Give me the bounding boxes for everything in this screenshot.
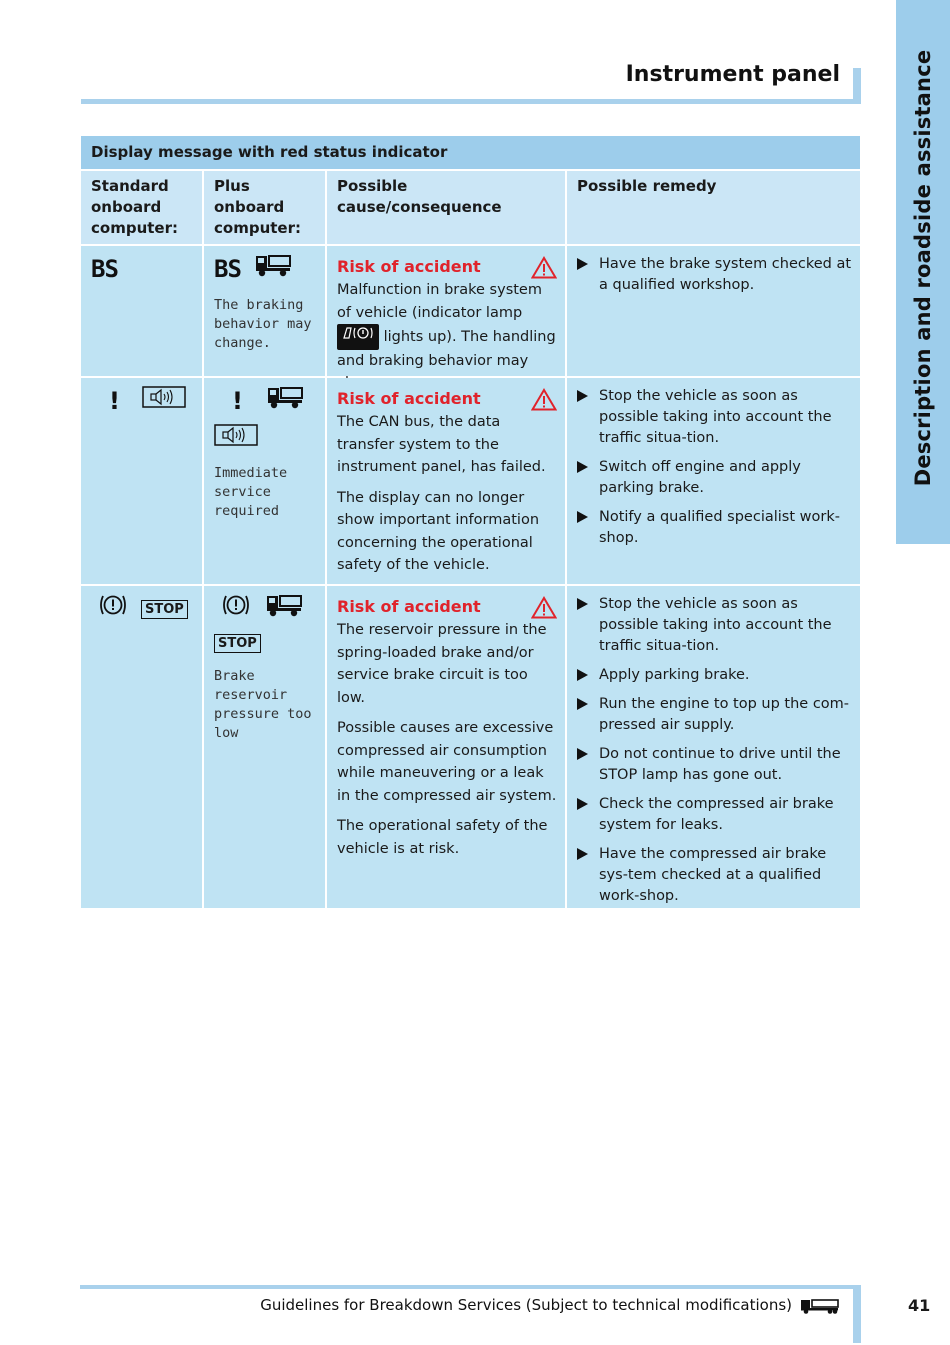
- cause-text: The CAN bus, the data transfer system to the instrument panel, has failed.: [337, 414, 546, 475]
- truck-icon: [266, 593, 302, 625]
- page-number: 41: [908, 1296, 931, 1315]
- remedy-cell: [567, 246, 860, 376]
- arrow-bullet-icon: [577, 798, 588, 810]
- page-title: Instrument panel: [625, 62, 840, 87]
- warning-triangle-icon: [531, 388, 557, 411]
- plus-display-cell: [204, 246, 325, 376]
- footer-text: Guidelines for Breakdown Services (Subject to technical modifications): [260, 1296, 792, 1314]
- cause-cell: [327, 246, 565, 376]
- header-rule-accent: [853, 68, 861, 104]
- standard-display-cell: [81, 586, 202, 908]
- column-header-standard: Standard onboard computer:: [81, 171, 202, 244]
- footer-rule: [80, 1285, 860, 1289]
- standard-display-cell: [81, 378, 202, 584]
- remedy-item: Stop the vehicle as soon as possible taking into account the traffic situa-tion.: [577, 386, 852, 449]
- speaker-icon: [214, 424, 317, 454]
- standard-display-cell: [81, 246, 202, 376]
- arrow-bullet-icon: [577, 669, 588, 681]
- column-header-remedy: Possible remedy: [567, 171, 860, 244]
- table-row: [81, 378, 860, 584]
- brake-warning-icon: [222, 592, 250, 626]
- remedy-item: Notify a qualified specialist work-shop.: [577, 507, 852, 549]
- risk-label: Risk of accident: [337, 597, 481, 617]
- remedy-item: Run the engine to top up the com-pressed air supply.: [577, 694, 852, 736]
- speaker-icon: [142, 386, 186, 416]
- cause-text-end: lights up). The handling and braking behavior may: [337, 328, 556, 369]
- truck-icon: [800, 1298, 840, 1318]
- bs-display-code: BS: [91, 254, 118, 283]
- remedy-item: Check the compressed air brake system for leaks.: [577, 794, 852, 836]
- stop-indicator: STOP: [141, 600, 188, 619]
- cause-text: The reservoir pressure in the spring-loaded brake and/or service brake circuit is too low.: [337, 622, 547, 706]
- remedy-item: Have the compressed air brake sys-tem checked at a qualified work-shop.: [577, 844, 852, 907]
- cause-text: The display can no longer show important information concerning the operational safety of the vehicle.: [337, 489, 540, 573]
- plus-display-message: The braking behavior may change.: [214, 297, 312, 351]
- arrow-bullet-icon: [577, 598, 588, 610]
- remedy-item: Switch off engine and apply parking brake.: [577, 457, 852, 499]
- plus-display-cell: [204, 378, 325, 584]
- cause-text: Possible causes are excessive compressed air consumption while maneuvering or a leak in the compressed air system.: [337, 720, 557, 804]
- remedy-item: Have the brake system checked at a qualified workshop.: [577, 254, 852, 296]
- table-header-row: [81, 171, 860, 244]
- arrow-bullet-icon: [577, 258, 588, 270]
- table-row: [81, 586, 860, 908]
- table-title: Display message with red status indicator: [91, 143, 448, 161]
- cause-text-start: Malfunction in brake system of vehicle (indicator lamp: [337, 282, 542, 321]
- exclamation-display-code: !: [109, 386, 120, 415]
- remedy-item: Do not continue to drive until the STOP lamp has gone out.: [577, 744, 852, 786]
- plus-display-message: Brake reservoir pressure too low: [214, 667, 312, 741]
- arrow-bullet-icon: [577, 390, 588, 402]
- arrow-bullet-icon: [577, 848, 588, 860]
- arrow-bullet-icon: [577, 461, 588, 473]
- arrow-bullet-icon: [577, 748, 588, 760]
- header-rule: [81, 99, 861, 104]
- side-section-label: Description and roadside assistance: [911, 49, 935, 487]
- remedy-cell: [567, 586, 860, 908]
- plus-display-message: Immediate service required: [214, 464, 288, 519]
- arrow-bullet-icon: [577, 698, 588, 710]
- plus-display-cell: [204, 586, 325, 908]
- truck-icon: [267, 385, 303, 417]
- warning-triangle-icon: [531, 256, 557, 279]
- table-row: [81, 246, 860, 376]
- brake-indicator-lamp-icon: [337, 324, 379, 350]
- arrow-bullet-icon: [577, 511, 588, 523]
- risk-label: Risk of accident: [337, 257, 481, 277]
- cause-cell: [327, 586, 565, 908]
- column-header-cause: Possible cause/consequence: [327, 171, 565, 244]
- cause-text: The operational safety of the vehicle is at risk.: [337, 818, 548, 857]
- remedy-item: Stop the vehicle as soon as possible taking into account the traffic situa-tion.: [577, 594, 852, 657]
- remedy-item: Apply parking brake.: [577, 665, 852, 686]
- column-header-plus: Plus onboard computer:: [204, 171, 325, 244]
- table-title-row: [81, 136, 860, 169]
- risk-label: Risk of accident: [337, 389, 481, 409]
- remedy-cell: [567, 378, 860, 584]
- warning-triangle-icon: [531, 596, 557, 619]
- brake-warning-icon: [99, 592, 127, 626]
- bs-display-code: BS: [214, 254, 241, 283]
- truck-icon: [255, 253, 291, 285]
- stop-indicator: STOP: [214, 634, 261, 653]
- footer-rule-accent: [853, 1285, 861, 1343]
- cause-cell: [327, 378, 565, 584]
- exclamation-display-code: !: [232, 386, 243, 415]
